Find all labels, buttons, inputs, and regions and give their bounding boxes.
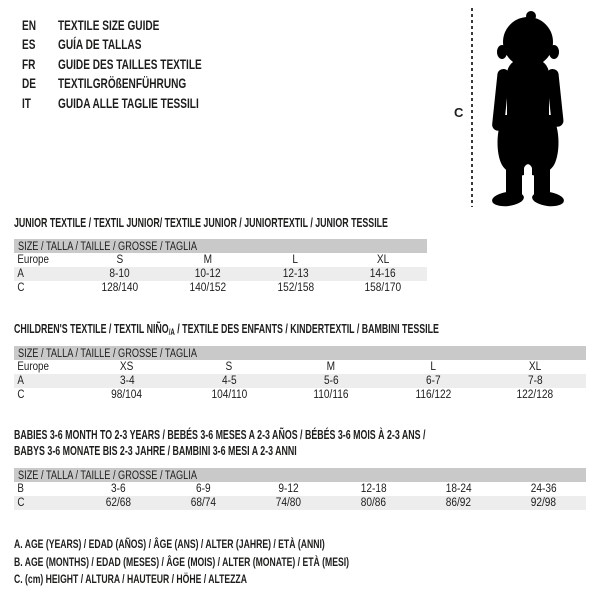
table-cell	[164, 267, 252, 281]
title-text: BABYS 3-6 MONATE BIS 2-3 JAHRE / BAMBINI 3-6 MESI A 2-3 ANNI	[14, 443, 297, 458]
legend-item	[14, 571, 479, 589]
cell-value: 18-24	[445, 483, 472, 495]
title-text: BABIES 3-6 MONTH TO 2-3 YEARS / BEBÉS 3-6 MESES A 2-3 AÑOS / BÉBÉS 3-6 MOIS À 2-3 ANS /	[14, 427, 426, 442]
table-header: SIZE / TALLA / TAILLE / GRÖSSE / TAGLIA	[14, 346, 586, 360]
cell-value: L	[292, 254, 299, 266]
table-cell	[252, 253, 340, 267]
language-code: FR	[22, 55, 36, 72]
table-row	[14, 253, 427, 267]
table-cell	[178, 374, 280, 388]
table-cell	[416, 482, 501, 496]
row-label: C	[17, 497, 25, 509]
cell-value: XL	[376, 254, 390, 266]
table-cell	[76, 281, 164, 295]
row-label-cell	[14, 267, 76, 281]
cell-value: 68/74	[190, 497, 217, 509]
table-cell	[246, 482, 331, 496]
table-cell	[76, 482, 161, 496]
table-cell	[280, 360, 382, 374]
cell-value: XS	[120, 361, 134, 373]
table-cell	[76, 374, 178, 388]
cell-value: 12-13	[282, 268, 309, 280]
row-label-cell	[14, 360, 76, 374]
table-cell	[484, 374, 586, 388]
table-cell	[280, 388, 382, 402]
title-text: / TEXTILE DES ENFANTS / KINDERTEXTIL / BAMBINI TESSILE	[174, 321, 439, 336]
legend-item	[14, 536, 479, 554]
cell-value: 24-36	[530, 483, 557, 495]
cell-value: 12-18	[360, 483, 387, 495]
row-label: A	[17, 268, 24, 280]
language-title: GUIDA ALLE TAGLIE TESSILI	[58, 94, 199, 111]
cell-value: 5-6	[323, 375, 339, 387]
cell-value: 74/80	[275, 497, 302, 509]
cell-value: 110/116	[313, 389, 349, 401]
cell-value: 128/140	[101, 282, 139, 294]
table-cell	[484, 388, 586, 402]
table-cell	[339, 281, 427, 295]
cell-value: 10-12	[194, 268, 221, 280]
section-title	[14, 215, 388, 231]
cell-value: S	[116, 254, 124, 266]
table-row	[14, 281, 427, 295]
row-label: C	[17, 389, 25, 401]
cell-value: 7-8	[527, 375, 543, 387]
table-cell	[382, 374, 484, 388]
language-code: DE	[22, 75, 37, 92]
cell-value: M	[326, 361, 336, 373]
row-label: C	[17, 282, 25, 294]
table-cell	[416, 496, 501, 510]
cell-value: L	[430, 361, 436, 373]
cell-value: 158/170	[364, 282, 402, 294]
baby-silhouette-icon	[477, 9, 579, 207]
language-row	[22, 15, 258, 35]
legend	[14, 536, 479, 589]
table-cell	[178, 360, 280, 374]
section-title-line	[14, 443, 425, 459]
row-label-cell	[14, 374, 76, 388]
table-cell	[382, 360, 484, 374]
legend-text: A. AGE (YEARS) / EDAD (AÑOS) / ÂGE (ANS) / ALTER (JAHRE) / ETÀ (ANNI)	[14, 537, 325, 551]
junior-size-table	[14, 239, 427, 295]
row-label-cell	[14, 388, 76, 402]
row-label: Europe	[17, 254, 49, 266]
table-cell	[382, 388, 484, 402]
cell-value: 152/158	[277, 282, 314, 294]
section-title-line	[14, 321, 439, 340]
title-text: CHILDREN'S TEXTILE / TEXTIL NIÑO	[14, 321, 169, 336]
section-title	[14, 321, 439, 340]
cell-value: S	[225, 361, 233, 373]
section-title-line	[14, 215, 388, 231]
table-header: SIZE / TALLA / TAILLE / GRÖSSE / TAGLIA	[14, 239, 427, 253]
height-label: C	[454, 105, 464, 120]
table-cell	[164, 281, 252, 295]
legend-text: C. (cm) HEIGHT / ALTURA / HAUTEUR / HÖHE / ALTEZZA	[14, 572, 247, 586]
row-label-cell	[14, 253, 76, 267]
cell-value: 86/92	[445, 497, 472, 509]
cell-value: M	[203, 254, 212, 266]
table-cell	[161, 482, 246, 496]
section-title-line	[14, 427, 425, 443]
cell-value: 6-7	[425, 375, 441, 387]
table-cell	[178, 388, 280, 402]
cell-value: 92/98	[530, 497, 557, 509]
cell-value: 98/104	[111, 389, 143, 401]
cell-value: 8-10	[109, 268, 131, 280]
cell-value: 9-12	[278, 483, 299, 495]
cell-value: 3-6	[111, 483, 126, 495]
table-cell	[331, 496, 416, 510]
table-cell	[280, 374, 382, 388]
height-measure-line	[471, 8, 473, 207]
table-cell	[76, 360, 178, 374]
language-row	[22, 35, 258, 55]
cell-value: 140/152	[189, 282, 226, 294]
cell-value: 3-4	[119, 375, 135, 387]
legend-item	[14, 554, 479, 572]
cell-value: 62/68	[105, 497, 132, 509]
language-title: GUÍA DE TALLAS	[58, 36, 142, 53]
table-cell	[339, 253, 427, 267]
cell-value: 80/86	[360, 497, 387, 509]
row-label: Europe	[17, 361, 49, 373]
language-code: EN	[22, 16, 37, 33]
table-cell	[246, 496, 331, 510]
language-code: IT	[22, 94, 31, 111]
table-row	[14, 496, 586, 510]
language-code: ES	[22, 36, 36, 53]
table-cell	[164, 253, 252, 267]
table-cell	[484, 360, 586, 374]
table-cell	[331, 482, 416, 496]
table-cell	[76, 388, 178, 402]
cell-value: 116/122	[415, 389, 451, 401]
row-label-cell	[14, 482, 76, 496]
row-label: A	[17, 375, 24, 387]
cell-value: 4-5	[221, 375, 237, 387]
table-cell	[501, 496, 586, 510]
table-row	[14, 374, 586, 388]
language-list	[22, 15, 258, 113]
table-cell	[76, 253, 164, 267]
cell-value: 14-16	[370, 268, 397, 280]
cell-value: XL	[528, 361, 542, 373]
language-row	[22, 74, 258, 94]
table-cell	[501, 482, 586, 496]
table-row	[14, 360, 586, 374]
title-subscript: /A	[168, 327, 175, 337]
language-title: GUIDE DES TAILLES TEXTILE	[58, 55, 202, 72]
cell-value: 6-9	[196, 483, 211, 495]
table-cell	[252, 267, 340, 281]
row-label: B	[17, 483, 24, 495]
section-title	[14, 427, 425, 459]
table-row	[14, 388, 586, 402]
language-row	[22, 93, 258, 113]
row-label-cell	[14, 496, 76, 510]
language-title: TEXTILGRÖßENFÜHRUNG	[58, 75, 187, 92]
language-row	[22, 54, 258, 74]
table-header: SIZE / TALLA / TAILLE / GRÖSSE / TAGLIA	[14, 468, 586, 482]
table-cell	[76, 496, 161, 510]
children-size-table	[14, 346, 586, 402]
row-label-cell	[14, 281, 76, 295]
table-cell	[161, 496, 246, 510]
language-title: TEXTILE SIZE GUIDE	[58, 16, 160, 33]
table-cell	[339, 267, 427, 281]
table-row	[14, 482, 586, 496]
table-row	[14, 267, 427, 281]
table-cell	[76, 267, 164, 281]
legend-text: B. AGE (MONTHS) / EDAD (MESES) / ÂGE (MOIS) / ALTER (MONATE) / ETÀ (MESI)	[14, 554, 350, 569]
cell-value: 122/128	[516, 389, 554, 401]
cell-value: 104/110	[211, 389, 247, 401]
title-text: JUNIOR TEXTILE / TEXTIL JUNIOR/ TEXTILE JUNIOR / JUNIORTEXTIL / JUNIOR TESSILE	[14, 215, 388, 230]
babies-size-table	[14, 468, 586, 510]
table-cell	[252, 281, 340, 295]
